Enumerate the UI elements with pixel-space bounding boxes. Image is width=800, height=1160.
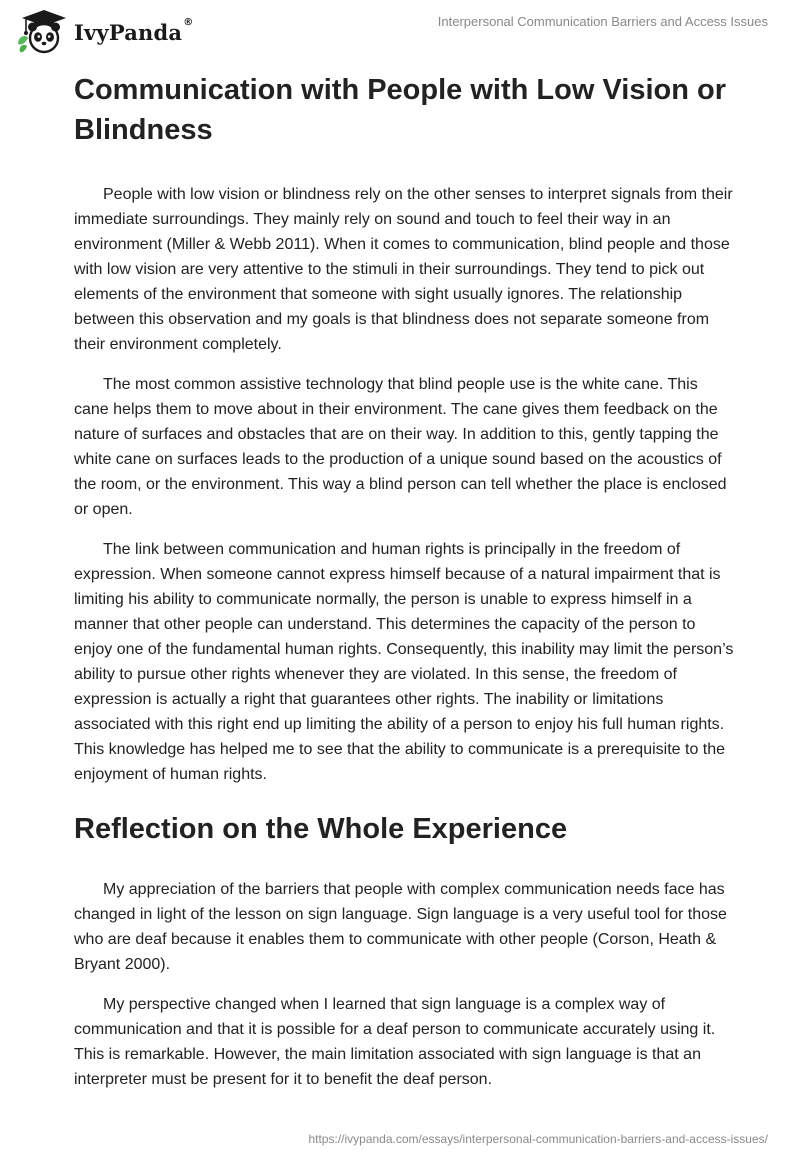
brand-name: IvyPanda®: [74, 16, 194, 45]
paragraph: The link between communication and human rights is principally in the freedom of expression. When someone cannot express himself because of a natural impairment that is limiting his ability to communicate normally, the person is unable to express himself in a manner that other people can understand. This determines the capacity of the person to enjoy one of the fundamental human rights. Consequently, this inability may limit the person’s ability to pursue other rights whenever they are violated. In this sense, the freedom of expression is actually a right that guarantees other rights. The inability or limitations associated with this right end up limiting the ability of a person to enjoy his full human rights. This knowledge has helped me to see that the ability to communicate is a prerequisite to the enjoyment of human rights.: [74, 541, 734, 783]
paragraph: My appreciation of the barriers that people with complex communication needs face has changed in light of the lesson on sign language. Sign language is a very useful tool for those who are deaf because it enables them to communicate with other people (Corson, Heath & Bryant 2000).: [74, 881, 727, 973]
article-body: [74, 70, 734, 1107]
paragraph: People with low vision or blindness rely on the other senses to interpret signals from their immediate surroundings. They mainly rely on sound and touch to feel their way in an environment (Miller & Webb 2011). When it comes to communication, blind people and those with low vision are very attentive to the stimuli in their surroundings. They tend to pick out elements of the environment that someone with sight usually ignores. The relationship between this observation and my goals is that blindness does not separate someone from their environment completely.: [74, 186, 733, 353]
section-heading: Communication with People with Low Vision or Blindness: [74, 74, 726, 146]
panda-graduation-cap-icon: [14, 8, 70, 54]
registered-mark: ®: [183, 16, 194, 28]
paragraph: The most common assistive technology that blind people use is the white cane. This cane helps them to move about in their environment. The cane gives them feedback on the nature of surfaces and obstacles that are on their way. In addition to this, gently tapping the white cane on surfaces leads to the production of a unique sound based on the acoustics of the room, or the environment. This way a blind person can tell whether the place is enclosed or open.: [74, 376, 727, 518]
section-heading: Reflection on the Whole Experience: [74, 813, 568, 845]
source-url-link[interactable]: https://ivypanda.com/essays/interpersonal-communication-barriers-and-access-issues/: [308, 1132, 768, 1146]
document-title: Interpersonal Communication Barriers and Access Issues: [437, 14, 768, 29]
page-header: [0, 0, 800, 60]
ivypanda-logo[interactable]: [14, 8, 193, 54]
paragraph: My perspective changed when I learned that sign language is a complex way of communication and that it is possible for a deaf person to communicate accurately using it. This is remarkable. However, the main limitation associated with sign language is that an interpreter must be present for it to benefit the deaf person.: [74, 996, 716, 1088]
